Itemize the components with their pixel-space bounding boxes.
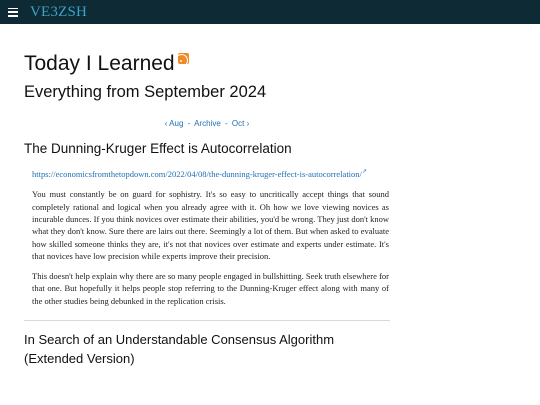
post-source-link[interactable] — [32, 167, 377, 180]
post-source-url: https://economicsfromthetopdown.com/2022/04/08/the-dunning-kruger-effect-is-autocorrelation/ — [32, 168, 362, 179]
page-title-row — [24, 50, 390, 78]
prev-month-link[interactable]: ‹ Aug — [164, 119, 184, 128]
post-paragraph: This doesn't help explain why there are so many people engaged in bullshitting. Seek truth elsewhere for that one. But hopefully it helps people stop referring to the Dunning-Kruger effect along with many of the other studies being debunked in the replication crisis. — [32, 271, 389, 306]
post-divider — [24, 320, 390, 321]
rss-icon[interactable] — [178, 53, 189, 64]
post — [24, 140, 390, 307]
page-title: Today I Learned — [24, 52, 175, 75]
post — [24, 330, 390, 368]
external-link-icon: ↗ — [361, 169, 367, 175]
next-month-link[interactable]: Oct › — [231, 119, 250, 128]
post-paragraph: You must constantly be on guard for sophistry. It's so easy to uncritically accept things that sound completely rational and logical when you already agree with it. Oh how we love viewing novices as incurable dunces. If you think novices over estimate their abilities, you'd be wrong. They just don't know what they don't know. Sure there are lairs out there. Seemingly a lot of them. But when asked to evaluate how skilled someone thinks they are, it's not that novices over estimate and experts under estimate. It's that novices have low precision while experts improve their precision. — [32, 189, 389, 261]
main-content — [24, 50, 390, 368]
month-navigation — [24, 119, 390, 131]
nav-separator: - — [187, 119, 191, 128]
top-bar — [0, 0, 540, 24]
nav-separator: - — [225, 119, 228, 128]
page-subtitle: Everything from September 2024 — [24, 83, 267, 101]
archive-link[interactable]: Archive — [194, 119, 221, 128]
post-title: In Search of an Understandable Consensus Algorithm (Extended Version) — [24, 332, 335, 366]
post-title: The Dunning-Kruger Effect is Autocorrelation — [24, 141, 292, 156]
hamburger-menu-icon[interactable] — [8, 8, 18, 17]
site-name-link[interactable]: VE3ZSH — [30, 3, 88, 20]
post-body — [24, 188, 390, 307]
